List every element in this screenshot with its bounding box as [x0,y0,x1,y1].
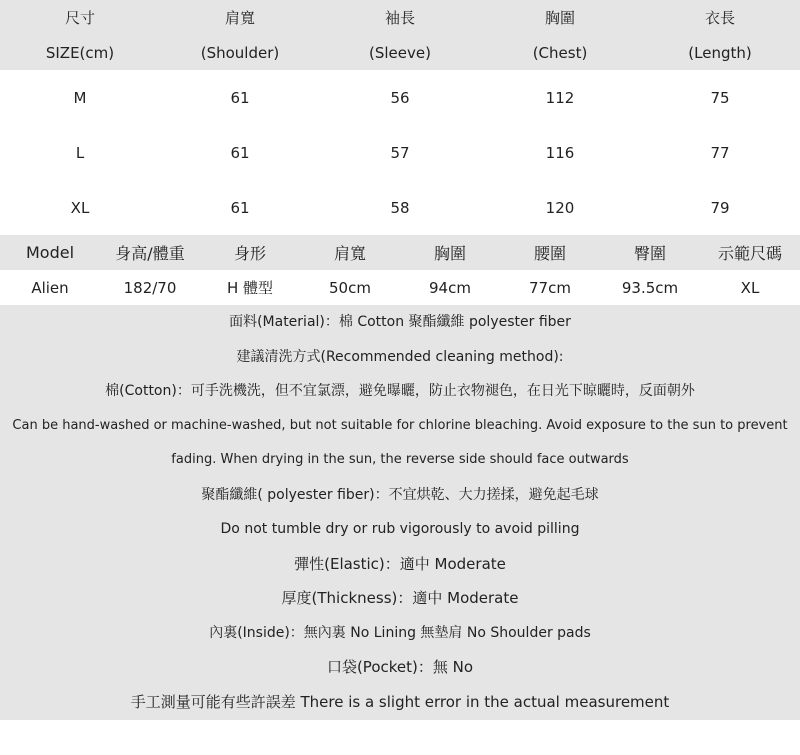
inside-text: 內裏(Inside)：無內裏 No Lining 無墊肩 No Shoulder pads [209,624,591,641]
cotton-care-en-line1: Can be hand-washed or machine-washed, but not suitable for chlorine bleaching. Avoid exposure to the sun to prevent [12,417,788,433]
header-label-en: SIZE(cm) [45,44,115,62]
cotton-care-en-line2: fading. When drying in the sun, the reverse side should face outwards [171,452,629,467]
header-label-zh: 袖長 [384,9,415,27]
wash-title: 建議清洗方式(Recommended cleaning method): [236,348,564,365]
chest-cell: 120 [545,198,575,217]
header-waist: 腰圍 [533,244,566,263]
header-shoulder: 肩寬 [333,244,366,263]
header-shoulder [160,0,320,70]
table-row [0,270,800,305]
table-row [0,70,800,125]
table-row [0,180,800,235]
bottom-spacer [0,720,800,740]
product-info [0,305,800,720]
header-hip: 臀圍 [633,244,666,263]
header-length [640,0,800,70]
shoulder-value: 50cm [329,278,371,297]
header-label-en: (Shoulder) [200,44,280,62]
chest-value: 94cm [429,278,471,297]
header-chest [480,0,640,70]
polyester-care-zh: 聚酯纖維( polyester fiber)：不宜烘乾、大力搓揉，避免起毛球 [201,486,599,503]
elastic-text: 彈性(Elastic)：適中 Moderate [294,554,506,573]
header-label-en: (Chest) [532,44,588,62]
polyester-care-en: Do not tumble dry or rub vigorously to avoid pilling [220,521,580,537]
cotton-care-zh: 棉(Cotton)：可手洗機洗，但不宜氯漂，避免曝曬，防止衣物褪色，在日光下晾曬時，反面朝外 [105,383,695,399]
table-row [0,125,800,180]
header-chest: 胸圍 [433,244,466,263]
length-cell: 75 [710,88,730,107]
size-cell: L [75,143,85,162]
header-label-en: (Length) [688,44,752,62]
size-chart [0,0,800,235]
header-body-shape: 身形 [233,244,266,263]
header-label-zh: 肩寬 [224,9,255,27]
size-chart-header [0,0,800,70]
size-cell: M [73,88,87,107]
header-height-weight: 身高/體重 [115,244,185,263]
length-cell: 79 [710,198,730,217]
body-shape-value: H 體型 [226,279,274,297]
header-label-zh: 衣長 [704,9,735,27]
sleeve-cell: 58 [390,198,410,217]
chest-cell: 116 [545,143,575,162]
measurement-error-note: 手工測量可能有些許誤差 There is a slight error in the actual measurement [130,692,670,711]
chest-cell: 112 [545,88,575,107]
size-chart-body [0,70,800,235]
header-model: Model [25,243,75,262]
length-cell: 77 [710,143,730,162]
sleeve-cell: 56 [390,88,410,107]
header-demo-size: 示範尺碼 [717,244,782,263]
model-table-header [0,235,800,270]
header-size [0,0,160,70]
size-cell: XL [70,198,90,217]
sleeve-cell: 57 [390,143,410,162]
header-label-en: (Sleeve) [369,44,431,62]
demo-size-value: XL [740,278,760,297]
header-label-zh: 胸圍 [544,9,575,27]
material-text: 面料(Material)：棉 Cotton 聚酯纖維 polyester fiber [229,314,571,330]
shoulder-cell: 61 [230,143,250,162]
thickness-text: 厚度(Thickness)：適中 Moderate [281,589,519,607]
height-weight-value: 182/70 [123,278,177,297]
waist-value: 77cm [529,278,571,297]
header-label-zh: 尺寸 [64,9,95,27]
model-name: Alien [31,278,69,297]
shoulder-cell: 61 [230,88,250,107]
header-sleeve [320,0,480,70]
model-table [0,235,800,305]
shoulder-cell: 61 [230,198,250,217]
pocket-text: 口袋(Pocket)：無 No [326,658,474,676]
hip-value: 93.5cm [621,278,679,297]
